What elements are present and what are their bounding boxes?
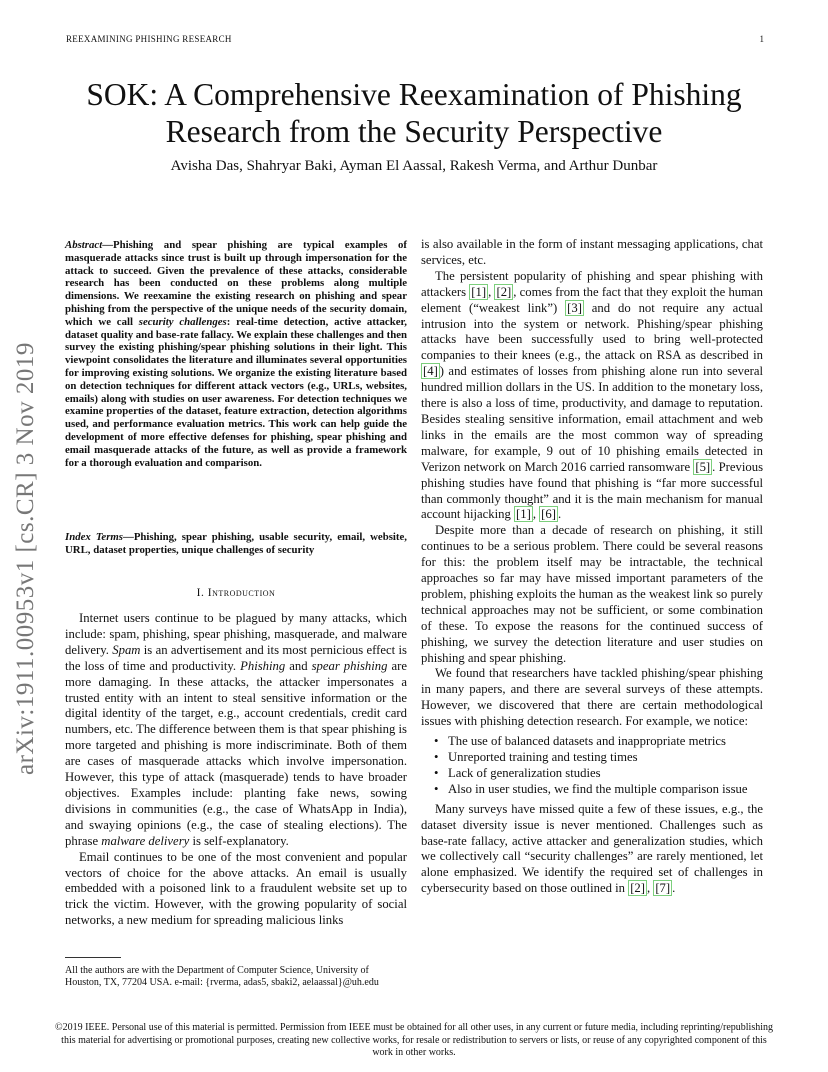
intro-paragraph-6 <box>421 802 763 897</box>
issue-list <box>421 734 763 798</box>
list-item: • Unreported training and testing times <box>448 750 763 766</box>
text-run: Many surveys have missed quite a few of these issues, e.g., the dataset diversity issue is never mentioned. Challenges such as base-rate fallacy, active attacker and generalization studies, which we collectively call “security challenges” are rarely mentioned, let alone emphasized. We identify the required set of challenges in cybersecurity based on those outlined in <box>421 801 763 896</box>
citation-link[interactable]: [4] <box>423 364 438 379</box>
citation-link[interactable]: [2] <box>630 881 645 896</box>
text-run: , <box>532 507 540 522</box>
running-header: REEXAMINING PHISHING RESEARCH <box>66 34 232 44</box>
affiliation-footnote: All the authors are with the Department of Computer Science, University of Houston, TX, 77204 USA. e-mail: {rverma, adas5, sbaki2, aelaassal}@uh.edu <box>65 965 379 988</box>
copyright-notice: ©2019 IEEE. Personal use of this material is permitted. Permission from IEEE must be obtained for all other uses, in any current or future media, including reprinting/republishing this material for advertising or promotional purposes, creating new collective works, for resale or redistribution to servers or lists, or reuse of any copyrighted component of this work in other works. <box>55 1022 773 1058</box>
abstract-emphasis: security challenges <box>138 315 227 328</box>
text-run: and do not require any actual intrusion into the system or network. Phishing/spear phishing attacks have been successfully used to bring well-protected companies to their knees (e.g., the attack on RSA as described in <box>421 300 763 363</box>
text-run: . <box>672 881 676 896</box>
text-run: are more damaging. In these attacks, the attacker impersonates a trusted entity with an intent to steal sensitive information or the digital identity of the target, e.g., account credentials, credit card numbers, etc. The difference between them is that spear phishing is more targeted and phishing is more indiscriminate. Both of them are cases of masquerade attacks which involve impersonation. However, this type of attack (masquerade) tends to have broader objectives. Examples include: planting fake news, sowing divisions in communities (e.g., the case of WhatsApp in India), and swaying opinions (e.g., the case of stealing elections). The phrase <box>65 658 407 848</box>
continued-paragraph: is also available in the form of instant messaging applications, chat services, etc. <box>421 237 763 267</box>
intro-paragraph-4: Despite more than a decade of research on phishing, it still continues to be a serious problem. There could be several reasons for this: the problem itself may be intractable, the technical approaches so far may have missed important parameters of the problem, phishing exploits the human as the weakest link so purely technical approaches may not be sufficient, or some combination of these. To expose the reasons for the continued success of phishing, we survey the detection literature and user studies on phishing and spear phishing. <box>421 523 763 665</box>
term-malware-delivery: malware delivery <box>101 833 190 848</box>
text-run: , <box>488 284 495 299</box>
text-run: is an advertisement and its most pernicious effect is the loss of time and productivity. <box>65 642 407 673</box>
author-list: Avisha Das, Shahryar Baki, Ayman El Aassal, Rakesh Verma, and Arthur Dunbar <box>170 158 658 174</box>
term-spam: Spam <box>112 642 141 657</box>
arxiv-stamp <box>4 290 50 775</box>
citation-link[interactable]: [1] <box>516 507 531 522</box>
list-item: • The use of balanced datasets and inappropriate metrics <box>448 734 763 750</box>
abstract-text-b: : real-time detection, active attacker, dataset quality and base-rate fallacy. We explain these challenges and then survey the existing phishing/spear phishing solutions in their light. This viewpoint consolidates the literature and illuminates several opportunities for improving existing solutions. We organize the existing literature based on detection techniques for different attack vectors (e.g., URLs, websites, emails) along with studies on user awareness. For detection techniques we examine properties of the dataset, feature extraction, detection algorithms used, and performance evaluation metrics. This work can help guide the development of more effective defenses for phishing, spear phishing and email masquerade attacks of the future, as well as provide a framework for a thorough evaluation and comparison. <box>65 315 408 469</box>
section-numeral: I. <box>196 587 208 599</box>
index-terms-text: —Phishing, spear phishing, usable security, email, website, URL, dataset properties, unique challenges of security <box>65 531 407 556</box>
text-run: . Previous phishing studies have found that phishing is “far more successful than commonly thought” and it is the main mechanism for manual account hijacking <box>421 459 764 522</box>
list-item: • Also in user studies, we find the multiple comparison issue <box>448 782 763 798</box>
left-column-body <box>65 611 407 929</box>
arxiv-stamp-text: arXiv:1911.00953v1 [cs.CR] 3 Nov 2019 <box>12 342 39 775</box>
paper-title <box>40 76 788 150</box>
right-column-body <box>421 237 763 897</box>
citation-link[interactable]: [6] <box>541 507 556 522</box>
text-run: is self-explanatory. <box>189 833 289 848</box>
title-line-2: Research from the Security Perspective <box>165 114 663 149</box>
citation-link[interactable]: [2] <box>496 284 512 299</box>
intro-paragraph-3 <box>421 269 763 524</box>
citation-link[interactable]: [3] <box>567 300 582 315</box>
page-number: 1 <box>759 34 764 44</box>
index-terms <box>65 531 407 557</box>
text-run: . <box>557 507 562 522</box>
intro-paragraph-2: Email continues to be one of the most convenient and popular vectors of choice for the above attacks. An email is usually embedded with a poisoned link to a fraudulent website set up to trick the victim. However, with the growing popularity of social networks, a new medium for spreading malicious links <box>65 849 407 928</box>
abstract-label: Abstract <box>65 239 103 251</box>
section-title: Introduction <box>207 587 276 599</box>
text-run: , comes from the fact that they exploit the human element (“weakest link”) <box>421 284 763 315</box>
section-heading-introduction <box>65 587 407 599</box>
text-run: and <box>285 658 312 673</box>
term-spear-phishing: spear phishing <box>311 658 388 673</box>
footnote-rule <box>65 957 121 958</box>
abstract <box>65 239 407 469</box>
text-run: Internet users continue to be plagued by many attacks, which include: spam, phishing, spear phishing, masquerade, and malware delivery. <box>65 611 407 657</box>
intro-paragraph-5: We found that researchers have tackled phishing/spear phishing in many papers, and there are several surveys of these attempts. However, we discovered that there are certain methodological issues with phishing detection research. For example, we notice: <box>421 666 763 729</box>
text-run: The persistent popularity of phishing and spear phishing with attackers <box>421 268 763 299</box>
term-phishing: Phishing <box>240 658 286 673</box>
citation-link[interactable]: [1] <box>471 284 487 299</box>
text-run: ) and estimates of losses from phishing alone run into several hundred million dollars in the US. In addition to the monetary loss, there is also a loss of time, productivity, and damage to reputation. Besides stealing sensitive information, email attachment and web links in the emails are the most common way of spreading malware, for example, 9 out of 10 phishing emails detected in Verizon network on March 2016 carried ransomware <box>421 364 763 474</box>
text-run: , <box>646 881 654 896</box>
list-item: • Lack of generalization studies <box>448 766 763 782</box>
index-terms-label: Index Terms <box>65 531 124 543</box>
title-line-1: SOK: A Comprehensive Reexamination of Phishing <box>86 77 742 112</box>
intro-paragraph-1 <box>65 611 407 850</box>
citation-link[interactable]: [7] <box>655 881 671 896</box>
abstract-text-a: —Phishing and spear phishing are typical examples of masquerade attacks since trust is built up through impersonation for the attack to succeed. Given the prevalence of these attacks, considerable research has been conducted on these problems along multiple dimensions. We reexamine the existing research on phishing and spear phishing from the perspective of the unique needs of the security domain, which we call <box>65 239 407 328</box>
citation-link[interactable]: [5] <box>695 459 711 474</box>
